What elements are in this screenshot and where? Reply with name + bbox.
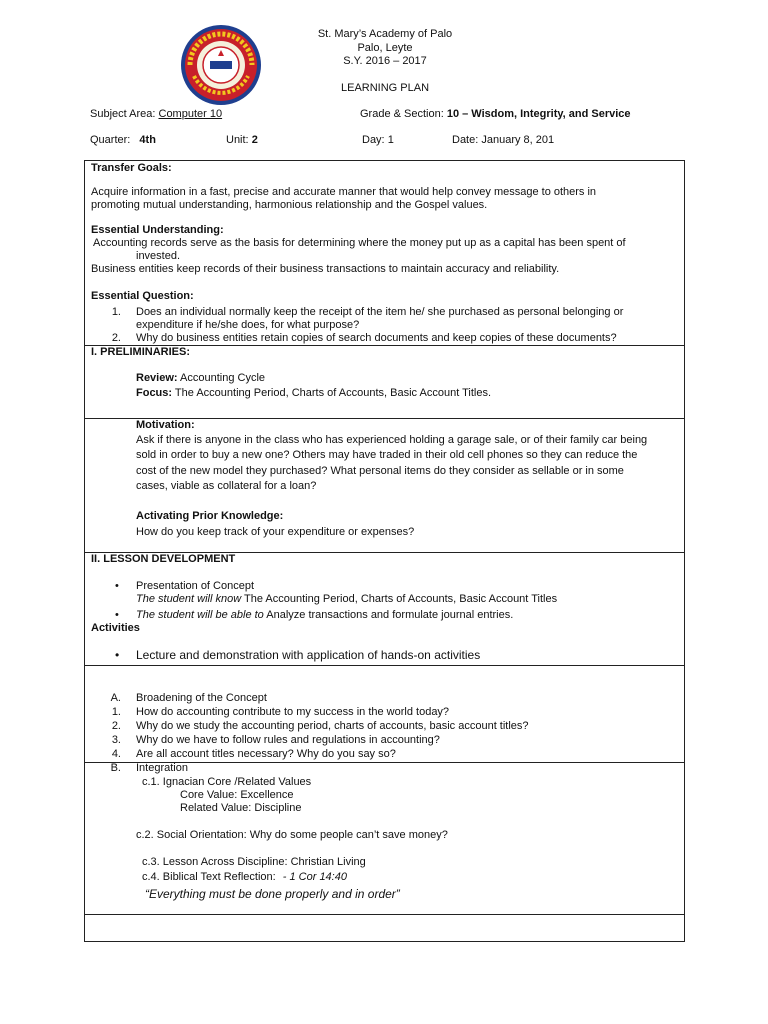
focus-line bbox=[136, 387, 491, 399]
biblical-reference: - 1 Cor 14:40 bbox=[282, 871, 347, 883]
prior-knowledge-heading: Activating Prior Knowledge: bbox=[136, 510, 284, 522]
integration-title: Integration bbox=[136, 762, 188, 774]
grade-label: Grade & Section: bbox=[360, 108, 444, 120]
transfer-goals-heading: Transfer Goals: bbox=[91, 162, 172, 174]
motivation-line-3: cost of the new model they purchased? What personal items do they consider as sellable or in some bbox=[136, 465, 624, 477]
essential-understanding-1a: Accounting records serve as the basis for determining where the money put up as a capital has been spent of bbox=[93, 237, 626, 249]
essential-question-2: Why do business entities retain copies of search documents and keep copies of these documents? bbox=[136, 332, 617, 344]
school-name: St. Mary’s Academy of Palo bbox=[317, 28, 453, 40]
broadening-question: How do accounting contribute to my success in the world today? bbox=[136, 706, 450, 718]
integration-section bbox=[84, 762, 685, 915]
day-label: Day: bbox=[362, 134, 385, 146]
broadening-section bbox=[84, 665, 685, 763]
bullet-icon: • bbox=[115, 609, 119, 621]
preliminaries-section bbox=[84, 345, 685, 419]
quarter bbox=[90, 134, 156, 146]
motivation-line-2: sold in order to buy a new one? Others may have traded in their old cell phones so they can reduce the bbox=[136, 449, 638, 461]
core-value: Core Value: Excellence bbox=[180, 789, 294, 801]
prior-knowledge-question: How do you keep track of your expenditure or expenses? bbox=[136, 526, 415, 538]
broadening-number: 1. bbox=[111, 706, 121, 718]
document-title: LEARNING PLAN bbox=[340, 82, 430, 94]
able-italic: The student will be able to bbox=[136, 609, 264, 621]
transfer-goals-section bbox=[84, 160, 685, 346]
motivation-line-4: cases, viable as collateral for a loan? bbox=[136, 480, 317, 492]
preliminaries-heading: I. PRELIMINARIES: bbox=[91, 346, 191, 358]
able-value: Analyze transactions and formulate journal entries. bbox=[266, 609, 514, 621]
essential-understanding-2: Business entities keep records of their business transactions to maintain accuracy and reliability. bbox=[91, 263, 560, 275]
school-year: S.Y. 2016 – 2017 bbox=[343, 55, 427, 67]
know-value: The Accounting Period, Charts of Accounts, Basic Account Titles bbox=[244, 593, 558, 605]
social-orientation: c.2. Social Orientation: Why do some people can’t save money? bbox=[136, 829, 448, 841]
lecture-activity: Lecture and demonstration with application of hands-on activities bbox=[136, 648, 481, 662]
broadening-number: 4. bbox=[111, 748, 121, 760]
date-label: Date: bbox=[452, 134, 479, 146]
broadening-question: Are all account titles necessary? Why do you say so? bbox=[136, 748, 396, 760]
date bbox=[452, 134, 554, 146]
essential-question-heading: Essential Question: bbox=[91, 290, 194, 302]
biblical-label: c.4. Biblical Text Reflection: bbox=[142, 871, 276, 883]
lesson-across-discipline: c.3. Lesson Across Discipline: Christian Living bbox=[142, 856, 366, 868]
transfer-goal-line-1: Acquire information in a fast, precise and accurate manner that would help convey message to others in bbox=[91, 186, 597, 198]
student-will-know bbox=[136, 593, 557, 605]
broadening-letter: A. bbox=[110, 692, 121, 704]
motivation-heading: Motivation: bbox=[136, 419, 195, 431]
subject-label: Subject Area: bbox=[90, 108, 156, 120]
day-value: 1 bbox=[387, 134, 394, 146]
unit bbox=[226, 134, 258, 146]
integration-letter: B. bbox=[110, 762, 121, 774]
motivation-line-1: Ask if there is anyone in the class who has experienced holding a garage sale, or of their family car being bbox=[136, 434, 648, 446]
day bbox=[362, 134, 394, 146]
broadening-number: 2. bbox=[111, 720, 121, 732]
biblical-text-reflection bbox=[142, 871, 347, 883]
quarter-label: Quarter: bbox=[90, 134, 131, 146]
date-value: January 8, 201 bbox=[481, 134, 555, 146]
eq-number-2: 2. bbox=[111, 332, 121, 344]
focus-value: The Accounting Period, Charts of Accounts, Basic Account Titles. bbox=[174, 387, 492, 399]
lesson-development-section bbox=[84, 552, 685, 666]
know-italic: The student will know bbox=[136, 593, 242, 605]
essential-question-1a: Does an individual normally keep the receipt of the item he/ she purchased as personal belonging or bbox=[136, 306, 624, 318]
focus-label: Focus: bbox=[136, 387, 173, 399]
ignacian-core-values: c.1. Ignacian Core /Related Values bbox=[142, 776, 312, 788]
review-label: Review: bbox=[136, 372, 178, 384]
unit-label: Unit: bbox=[226, 134, 249, 146]
subject-area bbox=[90, 108, 222, 120]
grade-section bbox=[360, 108, 631, 120]
bullet-icon: • bbox=[115, 580, 119, 592]
quarter-value: 4th bbox=[139, 134, 156, 146]
empty-section bbox=[84, 914, 685, 942]
unit-value: 2 bbox=[251, 134, 258, 146]
broadening-title: Broadening of the Concept bbox=[136, 692, 267, 704]
review-value: Accounting Cycle bbox=[180, 372, 266, 384]
school-logo bbox=[180, 24, 262, 106]
school-location: Palo, Leyte bbox=[357, 42, 413, 54]
bullet-icon: • bbox=[115, 648, 120, 662]
eq-number-1: 1. bbox=[111, 306, 121, 318]
broadening-question: Why do we study the accounting period, charts of accounts, basic account titles? bbox=[136, 720, 529, 732]
related-value: Related Value: Discipline bbox=[180, 802, 302, 814]
grade-value: 10 – Wisdom, Integrity, and Service bbox=[446, 108, 631, 120]
essential-understanding-1b: invested. bbox=[136, 250, 181, 262]
essential-question-1b: expenditure if he/she does, for what purpose? bbox=[136, 319, 360, 331]
biblical-quote: “Everything must be done properly and in order” bbox=[145, 887, 400, 901]
motivation-section bbox=[84, 418, 685, 553]
student-will-be-able bbox=[136, 609, 513, 621]
broadening-question: Why do we have to follow rules and regulations in accounting? bbox=[136, 734, 440, 746]
essential-understanding-heading: Essential Understanding: bbox=[91, 224, 224, 236]
lesson-development-heading: II. LESSON DEVELOPMENT bbox=[91, 553, 236, 565]
transfer-goal-line-2: promoting mutual understanding, harmonious relationship and the Gospel values. bbox=[91, 199, 488, 211]
activities-heading: Activities bbox=[91, 622, 140, 634]
broadening-number: 3. bbox=[111, 734, 121, 746]
subject-value: Computer 10 bbox=[158, 108, 223, 120]
review-line bbox=[136, 372, 265, 384]
presentation-of-concept: Presentation of Concept bbox=[136, 580, 255, 592]
